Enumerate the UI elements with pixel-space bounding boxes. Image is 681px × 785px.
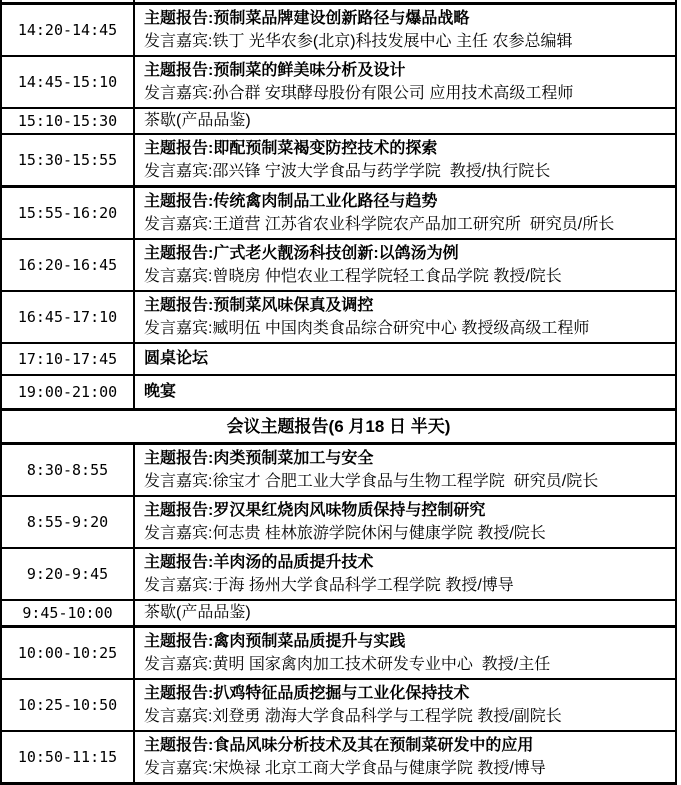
speaker-line: 发言嘉宾:铁丁 光华农参(北京)科技发展中心 主任 农参总编辑	[144, 33, 573, 50]
time-cell: 8:30-8:55	[2, 445, 135, 495]
speaker-line: 发言嘉宾:曾晓房 仲恺农业工程学院轻工食品学院 教授/院长	[144, 268, 562, 285]
agenda-row	[2, 680, 675, 732]
topic-title: 主题报告:禽肉预制菜品质提升与实践	[144, 633, 406, 650]
time-cell: 10:25-10:50	[2, 680, 135, 730]
agenda-row	[2, 188, 675, 240]
speaker-line: 发言嘉宾:孙合群 安琪酵母股份有限公司 应用技术高级工程师	[144, 85, 574, 102]
time-cell: 19:00-21:00	[2, 376, 135, 408]
day2-header-row	[2, 411, 675, 445]
time-cell: 10:50-11:15	[2, 732, 135, 782]
column-divider	[2, 0, 135, 2]
topic-title: 主题报告:广式老火靓汤科技创新:以鸽汤为例	[144, 245, 459, 262]
agenda-row	[2, 57, 675, 109]
time-cell: 15:30-15:55	[2, 135, 135, 185]
session-cell	[135, 549, 675, 599]
time-cell: 16:20-16:45	[2, 240, 135, 290]
session-cell	[135, 57, 675, 107]
agenda-row	[2, 497, 675, 549]
tea-break-row	[2, 109, 675, 135]
topic-title: 主题报告:即配预制菜褐变防控技术的探索	[144, 140, 438, 157]
speaker-line: 发言嘉宾:何志贵 桂林旅游学院休闲与健康学院 教授/院长	[144, 525, 546, 542]
session-cell	[135, 732, 675, 782]
session-cell	[135, 680, 675, 730]
agenda-row	[2, 732, 675, 785]
speaker-line: 发言嘉宾:邵兴锋 宁波大学食品与药学学院 教授/执行院长	[144, 163, 551, 180]
event-cell	[135, 601, 675, 625]
day2-header-title: 会议主题报告(6 月18 日 半天)	[226, 417, 451, 436]
speaker-line: 发言嘉宾:王道营 江苏省农业科学院农产品加工研究所 研究员/所长	[144, 216, 615, 233]
session-cell	[135, 292, 675, 342]
session-cell	[135, 240, 675, 290]
speaker-line: 发言嘉宾:刘登勇 渤海大学食品科学与工程学院 教授/副院长	[144, 708, 562, 725]
event-label: 茶歇(产品品鉴)	[144, 112, 251, 129]
session-cell	[135, 445, 675, 495]
session-cell	[135, 188, 675, 238]
tea-break-row	[2, 601, 675, 628]
time-cell: 15:55-16:20	[2, 188, 135, 238]
speaker-line: 发言嘉宾:宋焕禄 北京工商大学食品与健康学院 教授/博导	[144, 760, 546, 777]
topic-title: 主题报告:传统禽肉制品工业化路径与趋势	[144, 193, 438, 210]
topic-title: 主题报告:预制菜风味保真及调控	[144, 297, 374, 314]
session-cell	[135, 5, 675, 55]
speaker-line: 发言嘉宾:黄明 国家禽肉加工技术研发专业中心 教授/主任	[144, 656, 551, 673]
time-cell: 10:00-10:25	[2, 628, 135, 678]
event-cell	[135, 344, 675, 374]
time-cell: 14:20-14:45	[2, 5, 135, 55]
agenda-row	[2, 445, 675, 497]
round-table-row	[2, 344, 675, 376]
topic-title: 主题报告:罗汉果红烧肉风味物质保持与控制研究	[144, 502, 486, 519]
agenda-row	[2, 240, 675, 292]
speaker-line: 发言嘉宾:臧明伍 中国肉类食品综合研究中心 教授级高级工程师	[144, 320, 590, 337]
time-cell: 14:45-15:10	[2, 57, 135, 107]
time-cell: 15:10-15:30	[2, 109, 135, 133]
time-cell: 16:45-17:10	[2, 292, 135, 342]
time-cell: 8:55-9:20	[2, 497, 135, 547]
session-cell	[135, 628, 675, 678]
topic-title: 主题报告:预制菜的鲜美味分析及设计	[144, 62, 406, 79]
dinner-row	[2, 376, 675, 411]
event-label: 茶歇(产品品鉴)	[144, 604, 251, 621]
topic-title: 主题报告:羊肉汤的品质提升技术	[144, 554, 374, 571]
session-cell	[135, 497, 675, 547]
topic-title: 主题报告:食品风味分析技术及其在预制菜研发中的应用	[144, 737, 534, 754]
agenda-row	[2, 5, 675, 57]
event-cell	[135, 109, 675, 133]
time-cell: 9:20-9:45	[2, 549, 135, 599]
agenda-row	[2, 135, 675, 188]
event-label: 晚宴	[144, 383, 177, 400]
speaker-line: 发言嘉宾:于海 扬州大学食品科学工程学院 教授/博导	[144, 577, 514, 594]
time-cell: 9:45-10:00	[2, 601, 135, 625]
time-cell: 17:10-17:45	[2, 344, 135, 374]
event-cell	[135, 376, 675, 408]
agenda-row	[2, 549, 675, 601]
event-label: 圆桌论坛	[144, 350, 209, 367]
agenda-row	[2, 292, 675, 344]
speaker-line: 发言嘉宾:徐宝才 合肥工业大学食品与生物工程学院 研究员/院长	[144, 473, 599, 490]
agenda-row	[2, 628, 675, 680]
topic-title: 主题报告:预制菜品牌建设创新路径与爆品战略	[144, 10, 470, 27]
topic-title: 主题报告:扒鸡特征品质挖掘与工业化保持技术	[144, 685, 470, 702]
topic-title: 主题报告:肉类预制菜加工与安全	[144, 450, 374, 467]
session-cell	[135, 135, 675, 185]
